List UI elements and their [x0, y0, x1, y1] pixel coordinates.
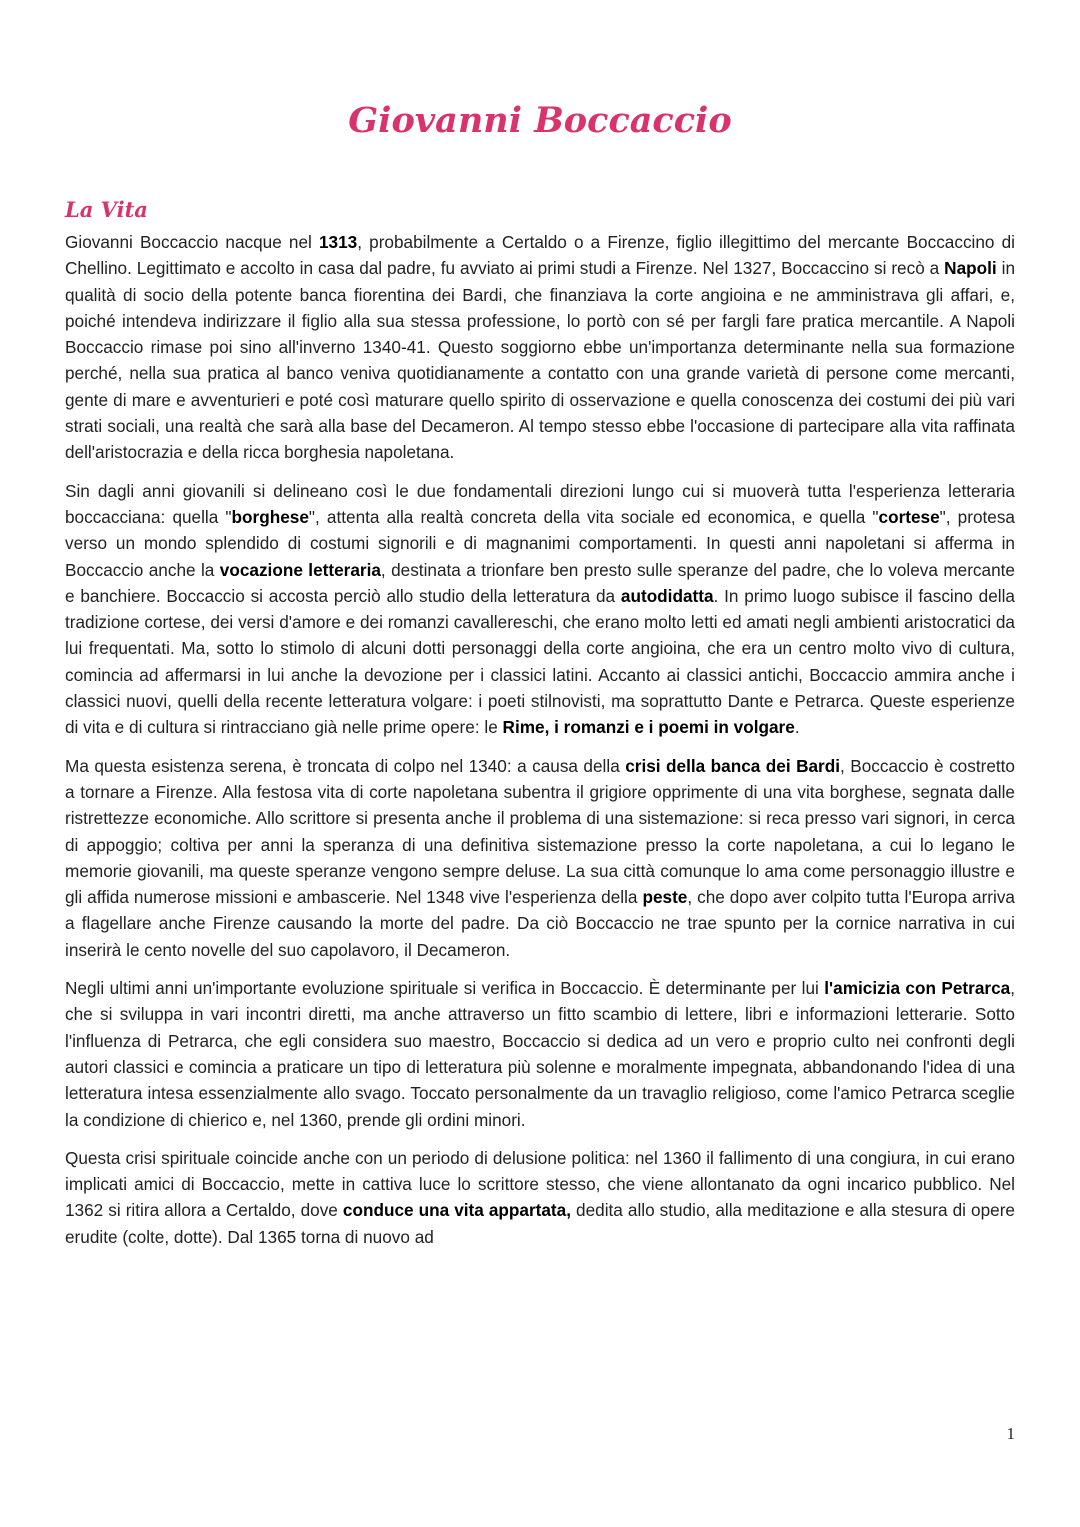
page-number: 1 [1006, 1424, 1015, 1443]
paragraph [65, 753, 1015, 963]
paragraph [65, 229, 1015, 466]
text-run: , Boccaccio è costretto a tornare a Firenze. Alla festosa vita di corte napoletana subentra il grigiore opprimente di una vita borghese, segnata dalle ristrettezze economiche. Allo scrittore si presenta anche il problema di una sistemazione: si reca presso vari signori, in cerca di appoggio; coltiva per anni la speranza di una definitiva sistemazione presso la corte napoletana, a cui lo legano le memorie giovanili, ma queste speranze vengono sempre deluse. La sua città comunque lo ama come personaggio illustre e gli affida numerose missioni e ambascerie. Nel 1348 vive l'esperienza della [65, 755, 1015, 908]
text-run: . In primo luogo subisce il fascino della tradizione cortese, dei versi d'amore e dei romanzi cavallereschi, che erano molto letti ed amati negli ambienti aristocratici da lui frequentati. Ma, sotto lo stimolo di alcuni dotti personaggi della corte angioina, che era un centro molto vivo di cultura, comincia ad affermarsi in lui anche la devozione per i classici latini. Accanto ai classici antichi, Boccaccio ammira anche i classici nuovi, quelli della recente letteratura volgare: i poeti stilnovisti, ma soprattutto Dante e Petrarca. Queste esperienze di vita e di cultura si rintracciano già nelle prime opere: le [65, 585, 1015, 738]
bold-text: conduce una vita appartata, [342, 1200, 571, 1221]
bold-text: vocazione letteraria [219, 559, 381, 580]
body-text [65, 229, 1015, 1262]
text-run: , destinata a trionfare ben presto sulle speranze del padre, che lo voleva mercante e banchiere. Boccaccio si accosta perciò allo studio della letteratura da [65, 559, 1015, 606]
text-run: dedita allo studio, alla meditazione e alla stesura di opere erudite (colte, dotte). Dal 1365 torna di nuovo ad [65, 1200, 1015, 1247]
text-run: Ma questa esistenza serena, è troncata di colpo nel 1340: a causa della [65, 755, 626, 776]
text-run: ", protesa verso un mondo splendido di costumi signorili e di magnanimi comportamenti. In questi anni napoletani si afferma in Boccaccio anche la [65, 506, 1015, 580]
paragraph [65, 478, 1015, 741]
text-run: , probabilmente a Certaldo o a Firenze, figlio illegittimo del mercante Boccaccino di Chellino. Legittimato e accolto in casa dal padre, fu avviato ai primi studi a Firenze. Nel 1327, Boccaccino si recò a [65, 232, 1015, 279]
text-run: , che si sviluppa in vari incontri diretti, ma anche attraverso un fitto scambio di lettere, libri e informazioni letterarie. Sotto l'influenza di Petrarca, che egli considera suo maestro, Boccaccio si dedica ad un vero e proprio culto nei confronti degli autori classici e comincia a praticare un tipo di letteratura più solenne e moralmente impegnata, abbandonando l'idea di una letteratura intesa essenzialmente allo svago. Toccato personalmente da un travaglio religioso, come l'amico Petrarca sceglie la condizione di chierico e, nel 1360, prende gli ordini minori. [65, 978, 1015, 1130]
bold-text: cortese [878, 506, 940, 527]
bold-text: autodidatta [620, 585, 714, 606]
bold-text: peste [642, 887, 688, 908]
paragraph [65, 975, 1015, 1133]
bold-text: borghese [231, 506, 309, 527]
text-run: in qualità di socio della potente banca fiorentina dei Bardi, che finanziava la corte angioina e ne amministrava gli affari, e, poiché intendeva indirizzare il figlio alla sua stessa professione, lo portò con sé per fargli fare pratica mercantile. A Napoli Boccaccio rimase poi sino all'inverno 1340-41. Questo soggiorno ebbe un'importanza determinante nella sua formazione perché, nella sua pratica al banco veniva quotidianamente a contatto con una grande varietà di persone come mercanti, gente di mare e avventurieri e poté così maturare quello spirito di osservazione e quella conoscenza dei costumi dei più vari strati sociali, una realtà che sarà alla base del Decameron. Al tempo stesso ebbe l'occasione di partecipare alla vita raffinata dell'aristocrazia e della ricca borghesia napoletana. [65, 258, 1016, 463]
text-run: ", attenta alla realtà concreta della vita sociale ed economica, e quella " [308, 506, 879, 527]
bold-text: Napoli [944, 258, 997, 279]
section-heading: La Vita [65, 197, 148, 222]
text-run: Sin dagli anni giovanili si delineano così le due fondamentali direzioni lungo cui si muoverà tutta l'esperienza letteraria boccacciana: quella " [65, 480, 1015, 527]
bold-text: crisi della banca dei Bardi [625, 755, 841, 776]
bold-text: 1313 [319, 232, 358, 252]
document-title: Giovanni Boccaccio [348, 100, 732, 141]
bold-text: Rime, i romanzi e i poemi in volgare [502, 717, 795, 738]
paragraph [65, 1145, 1015, 1250]
text-run: . [794, 717, 800, 738]
text-run: , che dopo aver colpito tutta l'Europa arriva a flagellare anche Firenze causando la morte del padre. Da ciò Boccaccio ne trae spunto per la cornice narrativa in cui inserirà le cento novelle del suo capolavoro, il Decameron. [65, 887, 1015, 960]
text-run: Giovanni Boccaccio nacque nel [65, 232, 319, 252]
text-run: Negli ultimi anni un'importante evoluzione spirituale si verifica in Boccaccio. È determinante per lui [65, 978, 825, 999]
text-run: Questa crisi spirituale coincide anche con un periodo di delusione politica: nel 1360 il fallimento di una congiura, in cui erano implicati amici di Boccaccio, mette in cattiva luce lo scrittore stesso, che viene allontanato da ogni incarico pubblico. Nel 1362 si ritira allora a Certaldo, dove [65, 1147, 1015, 1221]
bold-text: l'amicizia con Petrarca [824, 978, 1011, 999]
